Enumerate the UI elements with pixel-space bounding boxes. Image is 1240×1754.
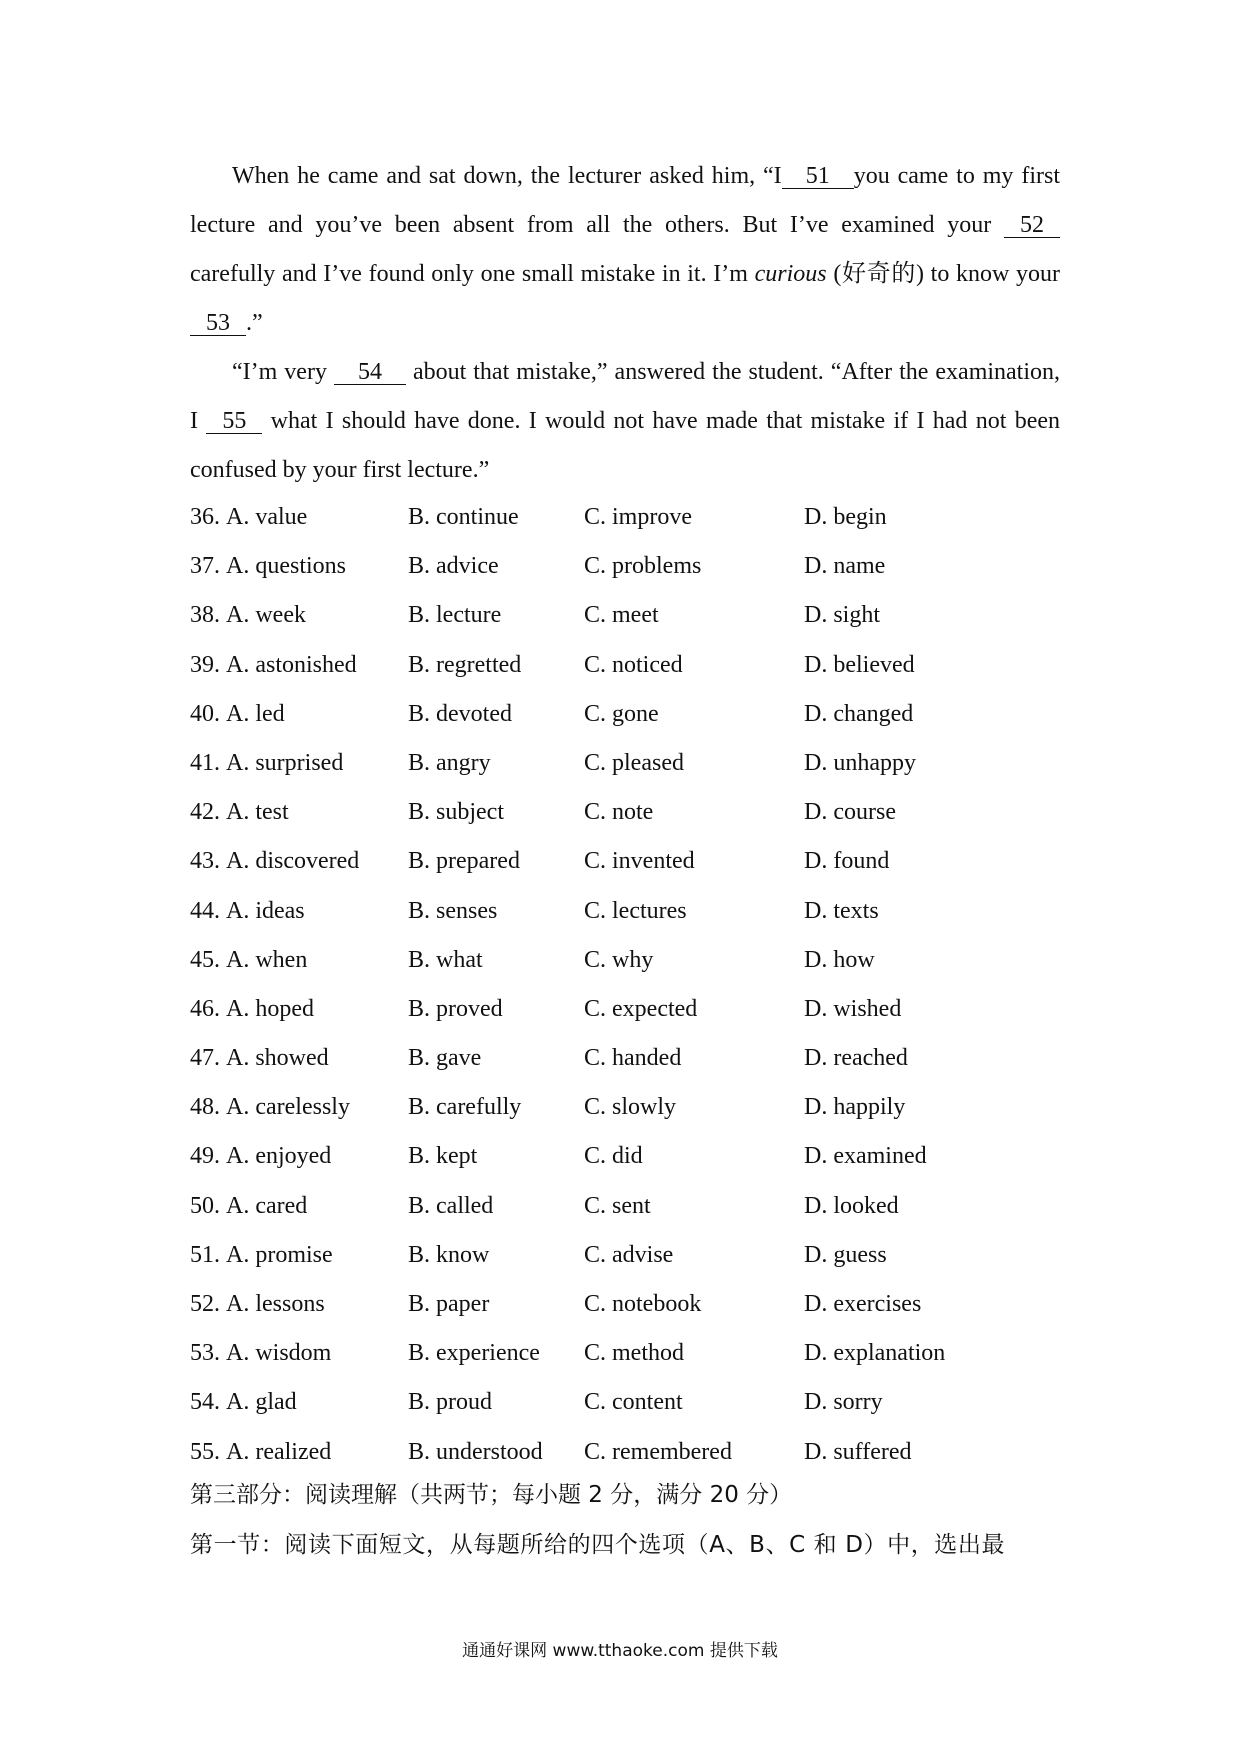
question-row [190,837,1060,886]
option-c: C. remembered [584,1438,732,1465]
question-row [190,1132,1060,1181]
option-b: B. carefully [408,1094,522,1121]
option-b: B. regretted [408,651,522,678]
question-row [190,542,1060,591]
option-c: C. improve [584,504,692,530]
option-d: D. name [804,553,886,580]
italic-word: curious [754,261,827,287]
option-d: D. examined [804,1143,927,1170]
option-d: D. found [804,848,890,875]
option-a: A. glad [226,1389,297,1416]
option-a: A. wisdom [226,1340,332,1367]
question-row [190,739,1060,788]
blank-55: 55 [206,409,262,434]
option-a: A. promise [226,1241,333,1268]
question-number: 38. [190,602,220,629]
option-a: A. showed [226,1045,329,1072]
option-c: C. advise [584,1241,674,1268]
question-row [190,1378,1060,1427]
section-heading: 第三部分：阅读理解（共两节；每小题 2 分，满分 20 分） [190,1482,793,1508]
question-number: 49. [190,1143,220,1170]
option-a: A. carelessly [226,1094,350,1121]
blank-53: 53 [190,311,246,336]
option-d: D. sight [804,602,881,629]
option-a: A. when [226,946,308,973]
option-b: B. angry [408,749,491,776]
option-c: C. content [584,1389,683,1416]
option-b: B. understood [408,1438,543,1465]
option-a: A. realized [226,1438,332,1465]
passage-text: what I should have done. I would not have made that mistake if I had not been confused by your first lecture.” [190,408,1061,483]
option-a: A. astonished [226,651,357,678]
passage-text: (好奇的) to know your [833,261,1061,287]
option-d: D. how [804,946,875,973]
question-number: 53. [190,1340,220,1367]
question-row [190,788,1060,837]
option-b: B. continue [408,504,519,530]
option-a: A. discovered [226,848,360,875]
question-number: 42. [190,799,220,826]
option-d: D. course [804,799,896,826]
option-c: C. noticed [584,651,683,678]
option-c: C. notebook [584,1291,702,1317]
option-c: C. expected [584,995,698,1022]
option-b: B. experience [408,1340,540,1367]
question-number: 50. [190,1192,220,1219]
question-number: 36. [190,504,220,530]
option-b: B. gave [408,1045,482,1072]
question-number: 45. [190,946,220,973]
option-c: C. lectures [584,897,687,924]
option-b: B. what [408,946,483,973]
question-number: 52. [190,1291,220,1317]
option-c: C. invented [584,848,695,875]
option-a: A. hoped [226,995,314,1022]
question-number: 41. [190,749,220,776]
option-b: B. proud [408,1389,492,1416]
option-d: D. exercises [804,1291,922,1317]
passage-text: carefully and I’ve found only one small mistake in it. I’m [190,261,748,287]
question-number: 46. [190,995,220,1022]
option-a: A. surprised [226,749,344,776]
question-row [190,1329,1060,1378]
question-number: 40. [190,700,220,727]
blank-52: 52 [1004,213,1060,238]
question-row [190,1428,1060,1477]
question-row [190,641,1060,690]
question-number: 39. [190,651,220,678]
option-a: A. led [226,700,285,727]
option-b: B. prepared [408,848,520,875]
answer-options-list [190,493,1060,1477]
option-d: D. begin [804,504,887,530]
option-d: D. changed [804,700,914,727]
option-b: B. paper [408,1291,490,1317]
passage-text: When he came and sat down, the lecturer asked him, “I [232,163,782,189]
question-row [190,985,1060,1034]
option-a: A. cared [226,1192,308,1219]
question-number: 54. [190,1389,220,1416]
option-c: C. why [584,946,654,973]
option-b: B. devoted [408,700,512,727]
option-a: A. week [226,602,306,629]
question-row [190,1280,1060,1329]
question-number: 55. [190,1438,220,1465]
option-c: C. gone [584,700,659,727]
question-number: 48. [190,1094,220,1121]
option-c: C. meet [584,602,659,629]
option-a: A. ideas [226,897,305,924]
option-c: C. sent [584,1192,651,1219]
option-c: C. method [584,1340,684,1367]
option-d: D. guess [804,1241,887,1268]
option-d: D. happily [804,1094,906,1121]
option-c: C. handed [584,1045,682,1072]
option-d: D. explanation [804,1340,946,1367]
option-b: B. lecture [408,602,502,629]
option-b: B. kept [408,1143,478,1170]
option-a: A. enjoyed [226,1143,332,1170]
question-number: 47. [190,1045,220,1072]
option-b: B. called [408,1192,494,1219]
passage-text: about that mistake,” answered the student. “After the examination, I [190,359,1061,434]
option-b: B. senses [408,897,498,924]
option-d: D. unhappy [804,749,916,776]
question-number: 44. [190,897,220,924]
question-row [190,1231,1060,1280]
section-instruction: 第一节：阅读下面短文，从每题所给的四个选项（A、B、C 和 D）中，选出最 [190,1532,1006,1558]
option-d: D. wished [804,995,902,1022]
option-c: C. note [584,799,654,826]
option-d: D. reached [804,1045,908,1072]
option-d: D. believed [804,651,915,678]
page-footer: 通通好课网 www.tthaoke.com 提供下载 [462,1641,778,1661]
question-row [190,887,1060,936]
option-b: B. subject [408,799,504,826]
option-d: D. looked [804,1192,899,1219]
question-row [190,690,1060,739]
passage-text: “I’m very [232,359,327,385]
passage-text: .” [246,310,263,336]
option-d: D. texts [804,897,879,924]
option-a: A. lessons [226,1291,325,1317]
option-a: A. test [226,799,289,826]
option-c: C. problems [584,553,702,580]
option-b: B. know [408,1241,490,1268]
passage-paragraph-2 [190,348,1060,495]
passage-paragraph-1 [190,152,1060,348]
question-row [190,1034,1060,1083]
option-d: D. sorry [804,1389,883,1416]
option-c: C. did [584,1143,643,1170]
cloze-passage [190,152,1060,495]
option-d: D. suffered [804,1438,912,1465]
blank-51: 51 [782,164,854,189]
question-number: 43. [190,848,220,875]
blank-54: 54 [334,360,406,385]
question-row [190,1182,1060,1231]
option-b: B. proved [408,995,503,1022]
question-row [190,591,1060,640]
question-row [190,936,1060,985]
option-c: C. slowly [584,1094,677,1121]
passage-text: you came to my first lecture and you’ve been absent from all the others. But I’ve examined your [190,163,1061,238]
option-a: A. value [226,504,308,530]
question-number: 37. [190,553,220,580]
question-number: 51. [190,1241,220,1268]
option-a: A. questions [226,553,346,580]
option-c: C. pleased [584,749,684,776]
question-row [190,1083,1060,1132]
option-b: B. advice [408,553,499,580]
question-row [190,493,1060,542]
